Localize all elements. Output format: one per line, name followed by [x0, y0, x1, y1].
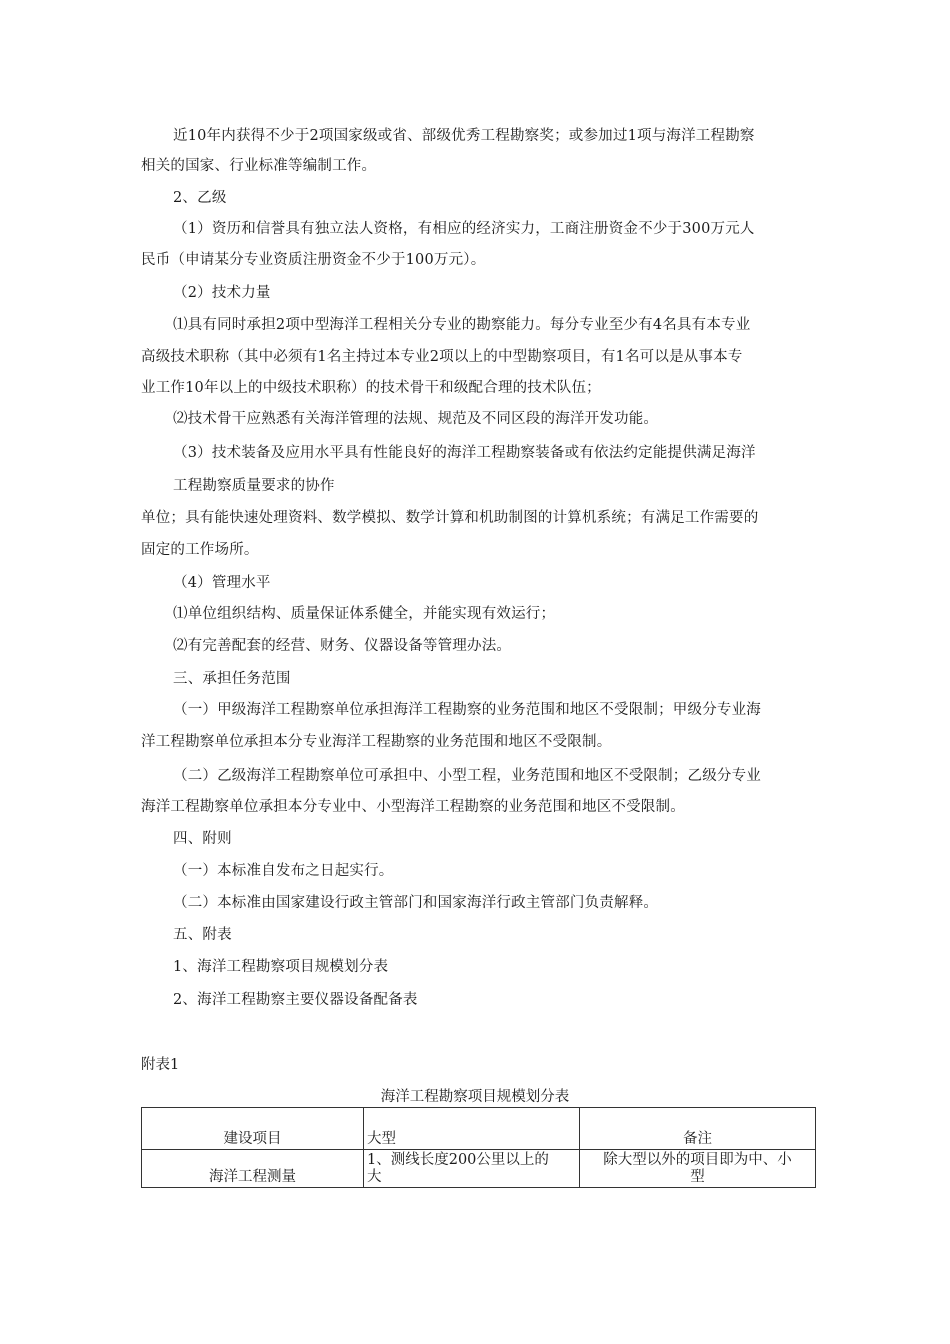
cell-large-line: 1、测线长度200公里以上的 — [367, 1152, 549, 1168]
cell-note-line: 型 — [690, 1169, 705, 1185]
section-heading: 五、附表 — [173, 927, 232, 943]
paragraph-line: 相关的国家、行业标准等编制工作。 — [141, 158, 377, 174]
section-heading: 2、乙级 — [173, 190, 227, 206]
list-item: 2、海洋工程勘察主要仪器设备配备表 — [173, 992, 418, 1008]
section-heading: 三、承担任务范围 — [173, 671, 291, 687]
paragraph-line: 单位；具有能快速处理资料、数学模拟、数学计算和机助制图的计算机系统；有满足工作需要的 — [141, 510, 759, 526]
project-scale-table — [141, 1107, 816, 1188]
section-heading: 四、附则 — [173, 831, 232, 847]
paragraph-line: ⑴具有同时承担2项中型海洋工程相关分专业的勘察能力。每分专业至少有4名具有本专业 — [173, 317, 751, 333]
paragraph-line: 近10年内获得不少于2项国家级或省、部级优秀工程勘察奖；或参加过1项与海洋工程勘察 — [173, 128, 755, 144]
table-title: 海洋工程勘察项目规模划分表 — [380, 1089, 570, 1105]
paragraph-line: （二）本标准由国家建设行政主管部门和国家海洋行政主管部门负责解释。 — [173, 895, 659, 911]
cell-note — [580, 1150, 816, 1188]
list-item: 1、海洋工程勘察项目规模划分表 — [173, 959, 389, 975]
paragraph-line: （一）甲级海洋工程勘察单位承担海洋工程勘察的业务范围和地区不受限制；甲级分专业海 — [173, 702, 761, 718]
paragraph-line: ⑴单位组织结构、质量保证体系健全，并能实现有效运行； — [173, 606, 556, 622]
header-cell-note: 备注 — [580, 1108, 816, 1150]
paragraph-line: ⑵技术骨干应熟悉有关海洋管理的法规、规范及不同区段的海洋开发功能。 — [173, 411, 659, 427]
header-cell-large: 大型 — [364, 1108, 580, 1150]
paragraph-line: 工程勘察质量要求的协作 — [173, 478, 335, 494]
paragraph-line: 洋工程勘察单位承担本分专业海洋工程勘察的业务范围和地区不受限制。 — [141, 734, 612, 750]
table-header-row — [142, 1108, 816, 1150]
header-cell-project: 建设项目 — [142, 1108, 364, 1150]
appendix-label: 附表1 — [141, 1057, 180, 1073]
paragraph-line: 民币（申请某分专业资质注册资金不少于100万元）。 — [141, 252, 486, 268]
cell-large — [364, 1150, 580, 1188]
paragraph-line: 高级技术职称（其中必须有1名主持过本专业2项以上的中型勘察项目，有1名可以是从事本专 — [141, 349, 743, 365]
paragraph-line: 固定的工作场所。 — [141, 542, 259, 558]
paragraph-line: 业工作10年以上的中级技术职称）的技术骨干和级配合理的技术队伍； — [141, 380, 601, 396]
paragraph-line: 海洋工程勘察单位承担本分专业中、小型海洋工程勘察的业务范围和地区不受限制。 — [141, 799, 685, 815]
subsection-heading: （4）管理水平 — [173, 575, 271, 591]
paragraph-line: （二）乙级海洋工程勘察单位可承担中、小型工程，业务范围和地区不受限制；乙级分专业 — [173, 768, 761, 784]
cell-project: 海洋工程测量 — [142, 1150, 364, 1188]
table-row — [142, 1150, 816, 1188]
paragraph-line: （1）资历和信誉具有独立法人资格，有相应的经济实力，工商注册资金不少于300万元人 — [173, 221, 755, 237]
paragraph-line: ⑵有完善配套的经营、财务、仪器设备等管理办法。 — [173, 638, 512, 654]
paragraph-line: （3）技术装备及应用水平具有性能良好的海洋工程勘察装备或有依法约定能提供满足海洋 — [173, 445, 756, 461]
cell-note-line: 除大型以外的项目即为中、小 — [603, 1152, 792, 1168]
cell-large-line: 大 — [367, 1169, 382, 1185]
subsection-heading: （2）技术力量 — [173, 285, 271, 301]
paragraph-line: （一）本标准自发布之日起实行。 — [173, 863, 394, 879]
